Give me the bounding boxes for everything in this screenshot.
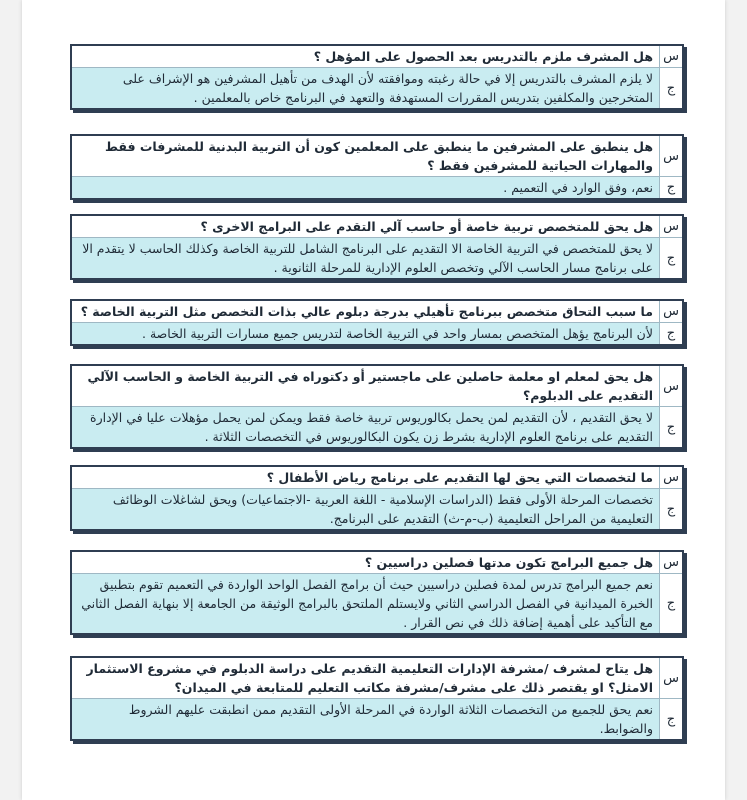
question-label: س (659, 467, 682, 488)
answer-text: نعم جميع البرامج تدرس لمدة فصلين دراسيين حيث أن برامج الفصل الواحد الواردة في التعميم تقوم بتطبيق الخبرة الميدانية في الفصل الدراسي الثاني ولايستلم الملتحق بالبرامج الوثيقة من الجامعة إلا بنهاية الفصل الثاني مع التأكيد على أهمية إضافة ذلك في نص القرار . (72, 574, 659, 633)
question-label: س (659, 366, 682, 406)
answer-row (72, 406, 682, 447)
answer-label: ج (659, 323, 682, 344)
answer-text: لأن البرنامج يؤهل المتخصص بمسار واحد في التربية الخاصة لتدريس جميع مسارات التربية الخاصة . (72, 323, 659, 344)
question-text: ما لتخصصات التي يحق لها التقديم على برنامج رياض الأطفال ؟ (266, 470, 653, 485)
question-text: هل المشرف ملزم بالتدريس بعد الحصول على المؤهل ؟ (313, 49, 653, 64)
qa-block-2 (70, 134, 684, 200)
question-label: س (659, 216, 682, 237)
question-row (72, 366, 682, 406)
answer-label: ج (659, 238, 682, 278)
question-label: س (659, 552, 682, 573)
question-label: س (659, 46, 682, 67)
answer-text: لا يحق التقديم ، لأن التقديم لمن يحمل بكالوريوس تربية خاصة فقط ويمكن لمن يحمل مؤهلات عليا في الإدارة التقديم على برنامج العلوم الإدارية بشرط زن يكون البكالوريوس في التخصصات الثلاثة . (72, 407, 659, 447)
answer-label: ج (659, 699, 682, 739)
answer-row (72, 322, 682, 344)
qa-block-4 (70, 299, 684, 346)
qa-block-8 (70, 656, 684, 741)
question-label: س (659, 301, 682, 322)
question-row (72, 467, 682, 488)
answer-text: نعم يحق للجميع من التخصصات الثلاثة الواردة في المرحلة الأولى التقديم ممن انطبقت عليهم الشروط والضوابط. (72, 699, 659, 739)
question-row (72, 216, 682, 237)
question-text: هل ينطبق على المشرفين ما ينطبق على المعلمين كون أن التربية البدنية للمشرفات فقط والمهارات الحياتية للمشرفين فقط ؟ (104, 139, 653, 173)
question-text: هل يحق للمتخصص تربية خاصة أو حاسب آلي التقدم على البرامج الاخرى ؟ (200, 219, 653, 234)
question-row (72, 136, 682, 176)
qa-block-5 (70, 364, 684, 449)
question-label: س (659, 136, 682, 176)
answer-label: ج (659, 68, 682, 108)
question-row (72, 46, 682, 67)
qa-block-3 (70, 214, 684, 280)
answer-label: ج (659, 177, 682, 198)
question-text: ما سبب التحاق متخصص ببرنامج تأهيلي بدرجة دبلوم عالي بذات التخصص مثل التربية الخاصة ؟ (80, 304, 653, 319)
answer-text: تخصصات المرحلة الأولى فقط (الدراسات الإسلامية - اللغة العربية -الاجتماعيات) ويحق لشاغلات الوظائف التعليمية من المراحل التعليمية (ب-م-ث) التقديم على البرنامج. (72, 489, 659, 529)
qa-block-7 (70, 550, 684, 635)
question-row (72, 552, 682, 573)
answer-row (72, 67, 682, 108)
answer-row (72, 237, 682, 278)
question-row (72, 301, 682, 322)
question-label: س (659, 658, 682, 698)
document-page (22, 0, 725, 800)
answer-text: نعم، وفق الوارد في التعميم . (72, 177, 659, 198)
question-text: هل يتاح لمشرف /مشرفة الإدارات التعليمية التقديم على دراسة الدبلوم في مشروع الاستثمار الامثل؟ او يقتصر ذلك على مشرف/مشرفة مكاتب التعليم للمتابعة في الميدان؟ (86, 661, 653, 695)
answer-row (72, 176, 682, 198)
answer-row (72, 698, 682, 739)
qa-block-6 (70, 465, 684, 531)
answer-text: لا يحق للمتخصص في التربية الخاصة الا التقديم على البرنامج الشامل للتربية الخاصة وكذلك الحاسب لا يتقدم الا على برنامج مسار الحاسب الآلي وتخصص العلوم الإدارية للمرحلة الثانوية . (72, 238, 659, 278)
qa-block-1 (70, 44, 684, 110)
question-text: هل يحق لمعلم او معلمة حاصلين على ماجستير أو دكتوراه في التربية الخاصة و الحاسب الآلي التقديم على الدبلوم؟ (87, 369, 653, 403)
answer-label: ج (659, 574, 682, 633)
question-text: هل جميع البرامج تكون مدتها فصلين دراسيين ؟ (364, 555, 653, 570)
answer-row (72, 488, 682, 529)
question-row (72, 658, 682, 698)
answer-text: لا يلزم المشرف بالتدريس إلا في حالة رغبته وموافقته لأن الهدف من تأهيل المشرفين هو الإشراف على المتخرجين والمكلفين بتدريس المقررات المستهدفة والتعهد في البرنامج خاص بالمعلمين . (72, 68, 659, 108)
answer-row (72, 573, 682, 633)
answer-label: ج (659, 489, 682, 529)
answer-label: ج (659, 407, 682, 447)
